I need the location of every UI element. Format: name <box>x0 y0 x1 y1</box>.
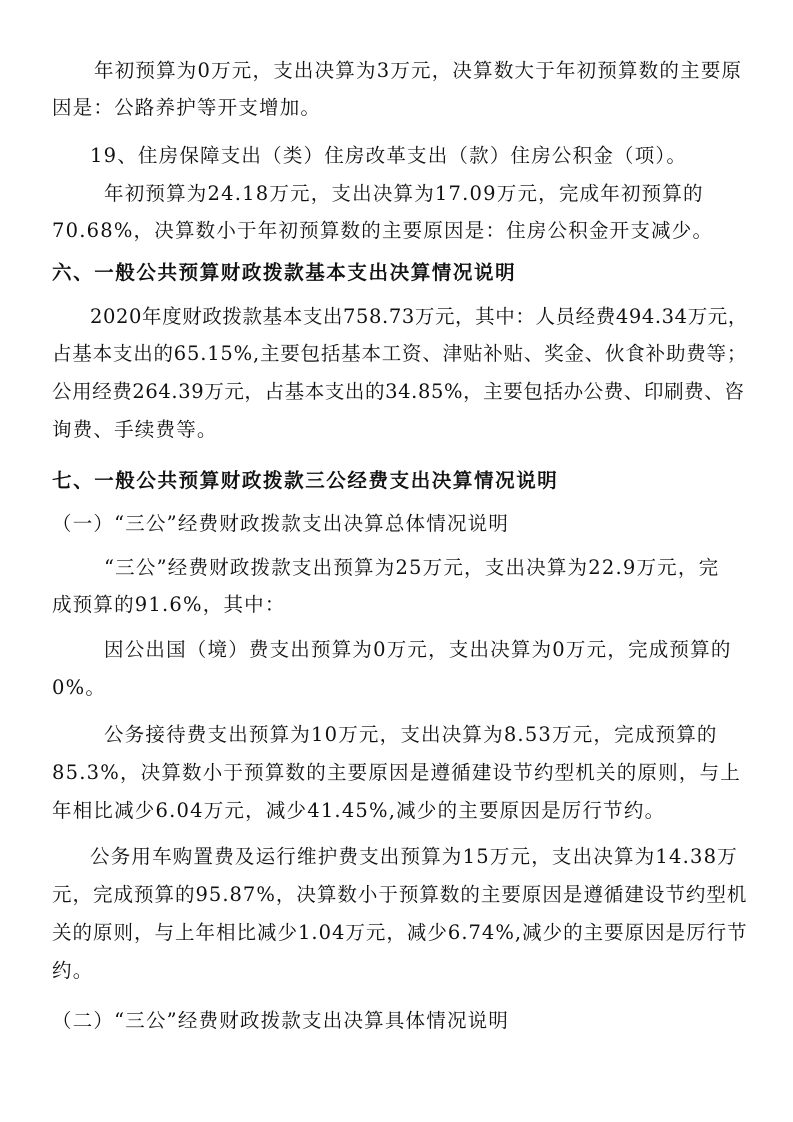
paragraph-line: 年初预算为0万元，支出决算为3万元，决算数大于年初预算数的主要原 <box>94 59 743 82</box>
paragraph-line: 因是：公路养护等开支增加。 <box>52 96 322 119</box>
paragraph-line: “三公”经费财政拨款支出预算为25万元，支出决算为22.9万元，完 <box>104 556 720 579</box>
paragraph-line: 元，完成预算的95.87%，决算数小于预算数的主要原因是遵循建设节约型机 <box>52 883 748 906</box>
paragraph-line: 85.3%，决算数小于预算数的主要原因是遵循建设节约型机关的原则，与上 <box>52 761 741 784</box>
paragraph-line: 年相比减少6.04万元，减少41.45%,减少的主要原因是厉行节约。 <box>52 799 666 822</box>
paragraph-line: 询费、手续费等。 <box>52 418 218 441</box>
paragraph-line: 公用经费264.39万元，占基本支出的34.85%，主要包括办公费、印刷费、咨 <box>52 380 745 403</box>
section-heading-6: 六、一般公共预算财政拨款基本支出决算情况说明 <box>52 261 517 284</box>
paragraph-line: 19、住房保障支出（类）住房改革支出（款）住房公积金（项）。 <box>90 144 688 167</box>
paragraph-line: 约。 <box>52 959 94 982</box>
paragraph-line: 公务接待费支出预算为10万元，支出决算为8.53万元，完成预算的 <box>104 723 718 746</box>
paragraph-line: 因公出国（境）费支出预算为0万元，支出决算为0万元，完成预算的 <box>104 638 732 661</box>
paragraph-line: 占基本支出的65.15%,主要包括基本工资、津贴补贴、奖金、伙食补助费等； <box>52 342 748 365</box>
subsection-heading-2: （二）“三公”经费财政拨款支出决算具体情况说明 <box>52 1009 510 1032</box>
paragraph-line: 关的原则，与上年相比减少1.04万元，减少6.74%,减少的主要原因是厉行节 <box>52 921 748 944</box>
paragraph-line: 2020年度财政拨款基本支出758.73万元，其中：人员经费494.34万元， <box>90 305 748 328</box>
paragraph-line: 成预算的91.6%，其中： <box>52 593 286 616</box>
paragraph-line: 0%。 <box>52 676 107 699</box>
subsection-heading-1: （一）“三公”经费财政拨款支出决算总体情况说明 <box>52 512 510 535</box>
paragraph-line: 公务用车购置费及运行维护费支出预算为15万元，支出决算为14.38万 <box>90 845 738 868</box>
paragraph-line: 70.68%，决算数小于年初预算数的主要原因是：住房公积金开支减少。 <box>52 219 714 242</box>
paragraph-line: 年初预算为24.18万元，支出决算为17.09万元，完成年初预算的 <box>104 182 704 205</box>
section-heading-7: 七、一般公共预算财政拨款三公经费支出决算情况说明 <box>52 469 559 492</box>
